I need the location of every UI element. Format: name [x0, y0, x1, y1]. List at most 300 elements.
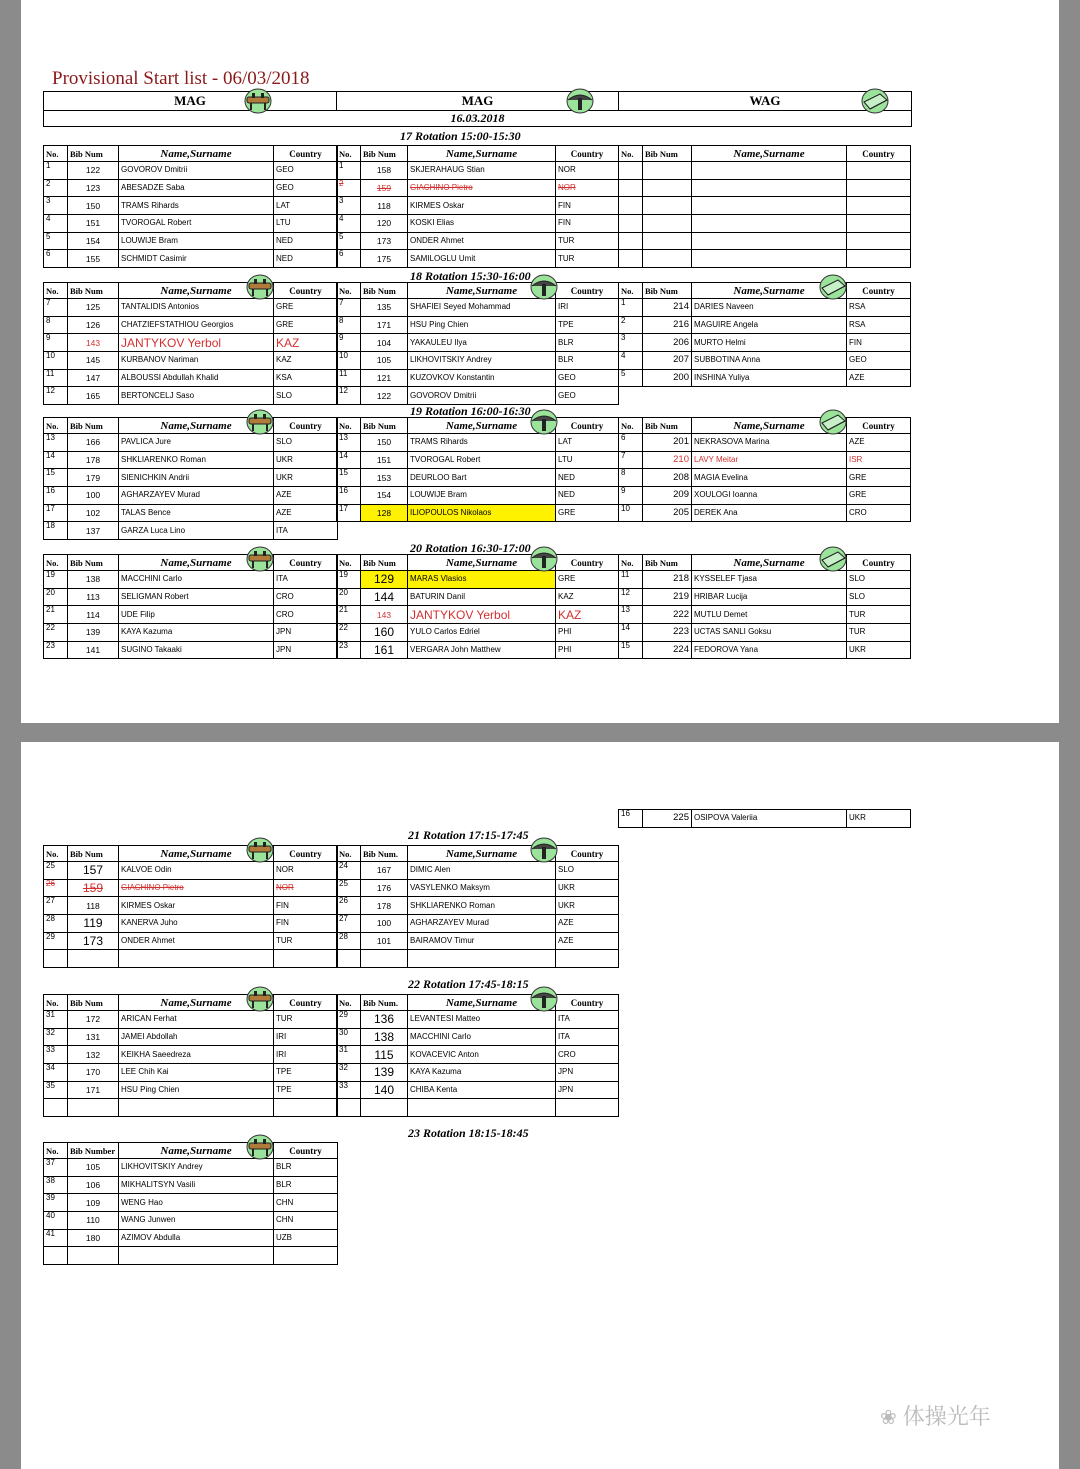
- athlete-name: [119, 1247, 274, 1265]
- col-no-header: No.: [44, 846, 68, 862]
- athlete-no: 10: [44, 352, 68, 370]
- athlete-no: 15: [44, 469, 68, 487]
- athlete-name: UCTAS SANLI Goksu: [692, 624, 847, 642]
- athlete-bib: 137: [68, 522, 119, 540]
- col-country-header: Country: [556, 846, 619, 862]
- athlete-no: 2: [44, 179, 68, 197]
- athlete-country: TPE: [274, 1064, 338, 1082]
- athlete-no: 13: [619, 606, 643, 624]
- athlete-bib: 129: [361, 571, 408, 589]
- athlete-bib: 101: [361, 932, 408, 950]
- col-no-header: No.: [337, 995, 361, 1011]
- col-no-header: No.: [44, 995, 68, 1011]
- athlete-bib: 115: [361, 1046, 408, 1064]
- table-header-row: [619, 283, 911, 299]
- athlete-no: 1: [337, 162, 361, 180]
- athlete-country: GRE: [847, 469, 911, 487]
- table-row: [337, 162, 619, 180]
- athlete-country: [274, 1099, 338, 1117]
- col-name-header: Name,Surname: [408, 995, 556, 1011]
- athlete-name: LEE Chih Kai: [119, 1064, 274, 1082]
- table-row: [44, 624, 338, 642]
- col-name-header: Name,Surname: [119, 1143, 274, 1159]
- athlete-country: TUR: [556, 232, 619, 250]
- athlete-name: ABESADZE Saba: [119, 179, 274, 197]
- athlete-bib: 110: [68, 1212, 119, 1230]
- athlete-name: XOULOGI Ioanna: [692, 487, 847, 505]
- athlete-name: [692, 179, 847, 197]
- athlete-country: NED: [556, 487, 619, 505]
- athlete-country: BLR: [274, 1176, 338, 1194]
- table-row: [337, 879, 619, 897]
- athlete-country: SLO: [556, 862, 619, 880]
- table-row: [44, 1247, 338, 1265]
- rotation-22-title: 22 Rotation 17:45-18:15: [408, 977, 529, 991]
- table-row: [337, 1064, 619, 1082]
- athlete-bib: 105: [68, 1159, 119, 1177]
- athlete-name: LIKHOVITSKIY Andrey: [408, 352, 556, 370]
- athlete-no: 10: [619, 504, 643, 522]
- table-row: [619, 215, 911, 233]
- athlete-no: 28: [337, 932, 361, 950]
- athlete-country: FIN: [847, 334, 911, 352]
- table-row: [619, 334, 911, 352]
- rings-icon: [565, 88, 595, 119]
- table-row: [44, 950, 338, 968]
- athlete-bib: 132: [68, 1046, 119, 1064]
- col-bib-header: Bib Num: [643, 418, 692, 434]
- table-row: [337, 197, 619, 215]
- table-header-row: [44, 995, 338, 1011]
- athlete-bib: 141: [68, 641, 119, 659]
- table-row: [337, 469, 619, 487]
- athlete-country: JPN: [556, 1064, 619, 1082]
- table-row: [337, 387, 619, 405]
- athlete-no: 14: [44, 451, 68, 469]
- table-header-row: [44, 1143, 338, 1159]
- athlete-name: LOUWIJE Bram: [408, 487, 556, 505]
- table-row: [337, 862, 619, 880]
- athlete-country: NOR: [556, 162, 619, 180]
- athlete-name: VASYLENKO Maksym: [408, 879, 556, 897]
- athlete-name: KUZOVKOV Konstantin: [408, 369, 556, 387]
- athlete-name: [692, 197, 847, 215]
- table-header-row: [337, 555, 619, 571]
- athlete-no: 5: [619, 369, 643, 387]
- table-row: [44, 1046, 338, 1064]
- apparatus-header: [43, 91, 912, 127]
- r22-left-table: [43, 994, 338, 1117]
- athlete-country: JPN: [274, 641, 338, 659]
- athlete-name: GOVOROV Dmitrii: [119, 162, 274, 180]
- athlete-country: BLR: [556, 352, 619, 370]
- col-name-header: Name,Surname: [119, 418, 274, 434]
- athlete-name: SKJERAHAUG Stian: [408, 162, 556, 180]
- athlete-country: TPE: [556, 316, 619, 334]
- col-country-header: Country: [556, 555, 619, 571]
- athlete-country: TUR: [847, 624, 911, 642]
- col-bib-header: Bib Num: [68, 418, 119, 434]
- col-no-header: No.: [44, 283, 68, 299]
- table-row: [619, 434, 911, 452]
- table-row: [619, 179, 911, 197]
- athlete-country: UKR: [274, 451, 338, 469]
- athlete-no: 33: [44, 1046, 68, 1064]
- table-row: [44, 451, 338, 469]
- athlete-name: TRAMS Rihards: [119, 197, 274, 215]
- athlete-country: [847, 250, 911, 268]
- athlete-bib: 104: [361, 334, 408, 352]
- athlete-no: 8: [619, 469, 643, 487]
- athlete-country: IRI: [274, 1028, 338, 1046]
- athlete-bib: 175: [361, 250, 408, 268]
- athlete-country: FIN: [556, 215, 619, 233]
- athlete-country: UZB: [274, 1229, 338, 1247]
- col-bib-header: Bib Num: [361, 418, 408, 434]
- athlete-bib: 128: [361, 504, 408, 522]
- athlete-no: [619, 162, 643, 180]
- athlete-name: GIACHINO Pietro: [119, 879, 274, 897]
- athlete-name: WANG Junwen: [119, 1212, 274, 1230]
- table-row: [337, 571, 619, 589]
- athlete-no: 9: [619, 487, 643, 505]
- table-header-row: [44, 846, 338, 862]
- athlete-bib: [643, 197, 692, 215]
- athlete-bib: 150: [361, 434, 408, 452]
- table-row: [337, 451, 619, 469]
- athlete-name: SHAFIEI Seyed Mohammad: [408, 299, 556, 317]
- col-no-header: No.: [337, 146, 361, 162]
- athlete-no: 39: [44, 1194, 68, 1212]
- athlete-name: KAYA Kazuma: [408, 1064, 556, 1082]
- athlete-no: 3: [619, 334, 643, 352]
- athlete-bib: 216: [643, 316, 692, 334]
- athlete-bib: 143: [361, 606, 408, 624]
- athlete-bib: 200: [643, 369, 692, 387]
- athlete-no: 14: [337, 451, 361, 469]
- athlete-name: SHKLIARENKO Roman: [408, 897, 556, 915]
- col-name-header: Name,Surname: [119, 846, 274, 862]
- athlete-name: [692, 232, 847, 250]
- table-row: [619, 197, 911, 215]
- athlete-country: UKR: [847, 641, 911, 659]
- athlete-bib: 138: [361, 1028, 408, 1046]
- athlete-country: AZE: [556, 932, 619, 950]
- athlete-no: 37: [44, 1159, 68, 1177]
- table-header-row: [337, 846, 619, 862]
- col-country-header: Country: [274, 146, 338, 162]
- table-row: [337, 369, 619, 387]
- athlete-country: ITA: [556, 1011, 619, 1029]
- table-row: [337, 179, 619, 197]
- athlete-country: FIN: [274, 915, 338, 933]
- athlete-bib: 154: [361, 487, 408, 505]
- athlete-bib: 161: [361, 641, 408, 659]
- table-row: [44, 571, 338, 589]
- athlete-no: 27: [44, 897, 68, 915]
- athlete-bib: 225: [643, 810, 692, 828]
- athlete-bib: 201: [643, 434, 692, 452]
- table-header-row: [44, 283, 338, 299]
- athlete-bib: 154: [68, 232, 119, 250]
- table-row: [337, 232, 619, 250]
- athlete-country: CRO: [556, 1046, 619, 1064]
- athlete-country: RSA: [847, 299, 911, 317]
- athlete-no: 7: [44, 299, 68, 317]
- athlete-country: AZE: [847, 434, 911, 452]
- athlete-bib: 131: [68, 1028, 119, 1046]
- athlete-name: MAGUIRE Angela: [692, 316, 847, 334]
- athlete-no: 14: [619, 624, 643, 642]
- athlete-country: [847, 232, 911, 250]
- athlete-bib: 166: [68, 434, 119, 452]
- col-name-header: Name,Surname: [408, 555, 556, 571]
- athlete-bib: 157: [68, 862, 119, 880]
- col-name-header: Name,Surname: [119, 146, 274, 162]
- athlete-name: SIENICHKIN Andrii: [119, 469, 274, 487]
- athlete-no: 10: [337, 352, 361, 370]
- rings-icon: [529, 837, 559, 868]
- table-header-row: [337, 418, 619, 434]
- athlete-bib: 126: [68, 316, 119, 334]
- athlete-no: 9: [44, 334, 68, 352]
- athlete-name: MARAS Vlasios: [408, 571, 556, 589]
- r17-left-table: [43, 145, 338, 268]
- rotation-20-title: 20 Rotation 16:30-17:00: [410, 541, 531, 555]
- athlete-bib: 100: [68, 487, 119, 505]
- athlete-no: [337, 950, 361, 968]
- athlete-country: IRI: [556, 299, 619, 317]
- athlete-country: AZE: [274, 504, 338, 522]
- table-row: [619, 232, 911, 250]
- athlete-name: [692, 250, 847, 268]
- athlete-bib: [643, 232, 692, 250]
- athlete-bib: 105: [361, 352, 408, 370]
- col-no-header: No.: [44, 146, 68, 162]
- athlete-country: NED: [274, 232, 338, 250]
- athlete-country: GRE: [274, 316, 338, 334]
- col-no-header: No.: [44, 555, 68, 571]
- athlete-no: 40: [44, 1212, 68, 1230]
- athlete-name: GOVOROV Dmitrii: [408, 387, 556, 405]
- athlete-no: 18: [44, 522, 68, 540]
- athlete-country: [556, 950, 619, 968]
- table-header-row: [44, 418, 338, 434]
- col-country-header: Country: [274, 418, 338, 434]
- athlete-country: LAT: [274, 197, 338, 215]
- table-header-row: [44, 146, 338, 162]
- athlete-country: BLR: [274, 1159, 338, 1177]
- athlete-name: INSHINA Yuliya: [692, 369, 847, 387]
- athlete-no: 12: [619, 588, 643, 606]
- athlete-country: FIN: [556, 197, 619, 215]
- col-country-header: Country: [556, 146, 619, 162]
- athlete-country: AZE: [556, 915, 619, 933]
- athlete-no: 13: [337, 434, 361, 452]
- apparatus-left: MAG: [44, 92, 337, 111]
- r20-mid-table: [336, 554, 619, 659]
- athlete-name: ONDER Ahmet: [119, 932, 274, 950]
- athlete-country: ITA: [274, 571, 338, 589]
- athlete-country: KAZ: [274, 352, 338, 370]
- rotation-21-title: 21 Rotation 17:15-17:45: [408, 828, 529, 842]
- athlete-name: KURBANOV Nariman: [119, 352, 274, 370]
- athlete-no: 8: [44, 316, 68, 334]
- col-bib-header: Bib Num.: [361, 846, 408, 862]
- athlete-no: 28: [44, 915, 68, 933]
- athlete-bib: 106: [68, 1176, 119, 1194]
- pommel-horse-icon: [245, 1134, 275, 1165]
- athlete-name: KOSKI Elias: [408, 215, 556, 233]
- athlete-no: 31: [337, 1046, 361, 1064]
- athlete-country: PHI: [556, 624, 619, 642]
- athlete-country: UKR: [556, 879, 619, 897]
- athlete-name: BERTONCELJ Saso: [119, 387, 274, 405]
- table-row: [337, 915, 619, 933]
- table-row: [337, 932, 619, 950]
- athlete-country: GRE: [274, 299, 338, 317]
- athlete-no: 16: [44, 487, 68, 505]
- athlete-no: 15: [337, 469, 361, 487]
- table-row: [337, 250, 619, 268]
- athlete-country: LAT: [556, 434, 619, 452]
- athlete-name: CHATZIEFSTATHIOU Georgios: [119, 316, 274, 334]
- athlete-country: GEO: [274, 179, 338, 197]
- col-country-header: Country: [274, 846, 338, 862]
- r17-mid-table: [336, 145, 619, 268]
- athlete-name: SUGINO Takaaki: [119, 641, 274, 659]
- pommel-horse-icon: [245, 546, 275, 577]
- table-header-row: [619, 418, 911, 434]
- table-row: [44, 369, 338, 387]
- athlete-name: MAGIA Evelina: [692, 469, 847, 487]
- athlete-bib: 109: [68, 1194, 119, 1212]
- athlete-bib: 208: [643, 469, 692, 487]
- athlete-no: 20: [44, 588, 68, 606]
- athlete-no: 25: [44, 862, 68, 880]
- rotation-17-title: 17 Rotation 15:00-15:30: [400, 129, 521, 143]
- col-bib-header: Bib Num: [68, 146, 119, 162]
- athlete-no: 21: [337, 606, 361, 624]
- col-name-header: Name,Surname: [408, 418, 556, 434]
- athlete-name: [408, 1099, 556, 1117]
- athlete-country: TPE: [274, 1081, 338, 1099]
- athlete-name: [119, 1099, 274, 1117]
- athlete-country: SLO: [847, 588, 911, 606]
- athlete-name: KIRMES Oskar: [408, 197, 556, 215]
- athlete-name: NEKRASOVA Marina: [692, 434, 847, 452]
- col-no-header: No.: [337, 418, 361, 434]
- pommel-horse-icon: [245, 274, 275, 305]
- athlete-no: 8: [337, 316, 361, 334]
- athlete-bib: 119: [68, 915, 119, 933]
- athlete-country: FIN: [274, 897, 338, 915]
- pommel-horse-icon: [245, 409, 275, 440]
- athlete-name: LEVANTESI Matteo: [408, 1011, 556, 1029]
- athlete-bib: [361, 950, 408, 968]
- athlete-name: ONDER Ahmet: [408, 232, 556, 250]
- table-row: [44, 387, 338, 405]
- athlete-country: GEO: [556, 369, 619, 387]
- athlete-no: 32: [44, 1028, 68, 1046]
- athlete-name: VERGARA John Matthew: [408, 641, 556, 659]
- athlete-bib: 173: [361, 232, 408, 250]
- table-row: [44, 469, 338, 487]
- athlete-name: YULO Carlos Edriel: [408, 624, 556, 642]
- athlete-no: 41: [44, 1229, 68, 1247]
- athlete-name: KOVACEVIC Anton: [408, 1046, 556, 1064]
- rings-icon: [529, 409, 559, 440]
- athlete-country: KSA: [274, 369, 338, 387]
- pommel-horse-icon: [243, 88, 273, 119]
- athlete-name: AGHARZAYEV Murad: [408, 915, 556, 933]
- table-row: [619, 641, 911, 659]
- athlete-bib: 159: [68, 879, 119, 897]
- table-row: [44, 641, 338, 659]
- athlete-no: 9: [337, 334, 361, 352]
- table-row: [44, 1212, 338, 1230]
- table-row: [44, 352, 338, 370]
- athlete-no: 17: [337, 504, 361, 522]
- athlete-no: 25: [337, 879, 361, 897]
- athlete-no: 4: [619, 352, 643, 370]
- table-row: [337, 1046, 619, 1064]
- table-row: [44, 862, 338, 880]
- table-header-row: [337, 995, 619, 1011]
- athlete-no: 19: [337, 571, 361, 589]
- athlete-no: 31: [44, 1011, 68, 1029]
- athlete-bib: 172: [68, 1011, 119, 1029]
- table-row: [337, 504, 619, 522]
- table-row: [619, 606, 911, 624]
- athlete-no: 5: [337, 232, 361, 250]
- athlete-country: [556, 1099, 619, 1117]
- col-country-header: Country: [847, 146, 911, 162]
- athlete-no: [619, 232, 643, 250]
- athlete-name: GIACHINO Pietro: [408, 179, 556, 197]
- col-name-header: Name,Surname: [408, 146, 556, 162]
- rings-icon: [529, 274, 559, 305]
- athlete-no: 11: [44, 369, 68, 387]
- table-row: [44, 606, 338, 624]
- athlete-country: AZE: [847, 369, 911, 387]
- col-bib-header: Bib Num: [68, 555, 119, 571]
- col-no-header: No.: [619, 418, 643, 434]
- athlete-name: [408, 950, 556, 968]
- athlete-country: SLO: [274, 434, 338, 452]
- athlete-country: [847, 179, 911, 197]
- athlete-name: LIKHOVITSKIY Andrey: [119, 1159, 274, 1177]
- athlete-no: [44, 950, 68, 968]
- athlete-no: 4: [337, 215, 361, 233]
- athlete-bib: 120: [361, 215, 408, 233]
- col-no-header: No.: [44, 418, 68, 434]
- athlete-no: 27: [337, 915, 361, 933]
- athlete-bib: 158: [361, 162, 408, 180]
- athlete-bib: 125: [68, 299, 119, 317]
- table-row: [337, 1011, 619, 1029]
- table-row: [44, 879, 338, 897]
- table-row: [619, 487, 911, 505]
- col-bib-header: Bib Num: [361, 283, 408, 299]
- athlete-name: FEDOROVA Yana: [692, 641, 847, 659]
- wag-extra-row-table: [618, 809, 911, 828]
- table-row: [619, 451, 911, 469]
- athlete-bib: 144: [361, 588, 408, 606]
- athlete-bib: 140: [361, 1081, 408, 1099]
- athlete-bib: 176: [361, 879, 408, 897]
- rings-icon: [529, 986, 559, 1017]
